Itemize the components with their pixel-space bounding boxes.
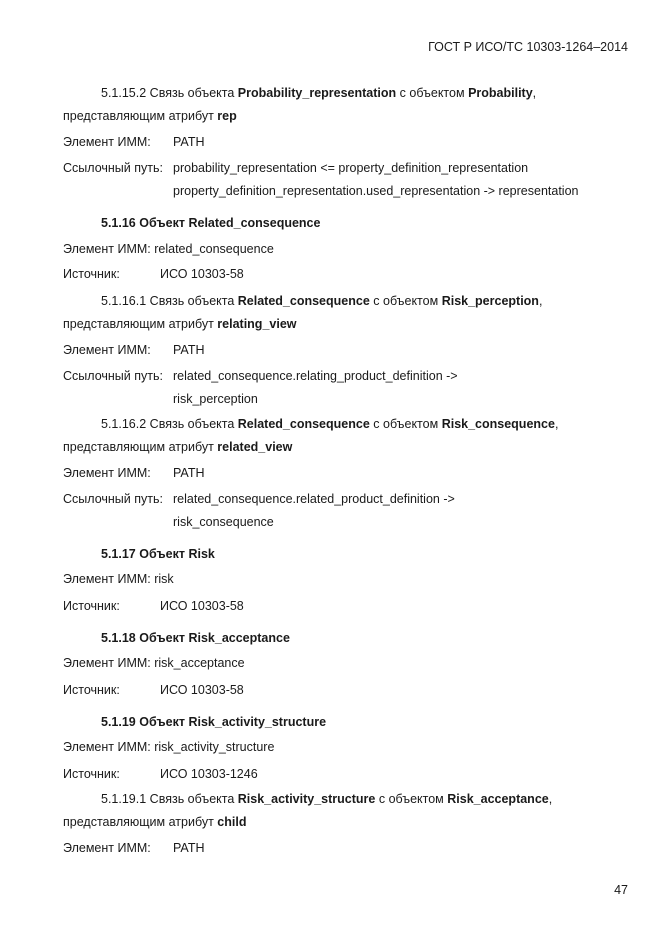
with-object-word: с объектом xyxy=(373,294,439,308)
element-value: PATH xyxy=(173,466,205,480)
element-label: Элемент ИММ: xyxy=(63,135,151,149)
represented-by-text: представляющим атрибут xyxy=(63,440,214,454)
element-label: Элемент ИММ: xyxy=(63,656,151,670)
represented-by-text: представляющим атрибут xyxy=(63,317,214,331)
section-number: 5.1.19 xyxy=(101,715,136,729)
target-object: Risk_acceptance xyxy=(447,792,549,806)
object-word: Объект xyxy=(139,715,185,729)
element-label: Элемент ИММ: xyxy=(63,242,151,256)
ref-path-line: probability_representation <= property_definition_representation xyxy=(173,161,529,175)
target-object: Risk_consequence xyxy=(441,417,555,431)
comma: , xyxy=(538,294,543,308)
source-value: ИСО 10303-1246 xyxy=(160,767,258,781)
element-value: PATH xyxy=(173,841,205,855)
link-attribute-line xyxy=(63,317,297,332)
element-value: risk_activity_structure xyxy=(154,740,275,754)
source-object: Related_consequence xyxy=(237,294,370,308)
source-object: Probability_representation xyxy=(237,86,397,100)
ref-path-line: property_definition_representation.used_representation -> representation xyxy=(173,184,579,198)
element-label: Элемент ИММ: xyxy=(63,343,151,357)
section-number: 5.1.18 xyxy=(101,631,136,645)
section-heading xyxy=(101,547,215,562)
section-heading xyxy=(101,216,320,231)
element-label: Элемент ИММ: xyxy=(63,841,151,855)
section-heading xyxy=(101,631,290,646)
element-label: Элемент ИММ: xyxy=(63,572,151,586)
source-object: Related_consequence xyxy=(237,417,370,431)
link-attribute-line xyxy=(63,109,237,124)
represented-by-text: представляющим атрибут xyxy=(63,815,214,829)
link-word: Связь объекта xyxy=(149,86,235,100)
source-value: ИСО 10303-58 xyxy=(160,683,244,697)
source-label: Источник: xyxy=(63,767,120,781)
attribute-name: child xyxy=(217,815,247,829)
section-number: 5.1.16.1 xyxy=(101,294,147,308)
element-value: related_consequence xyxy=(154,242,274,256)
comma: , xyxy=(554,417,559,431)
element-value: PATH xyxy=(173,135,205,149)
object-name: Related_consequence xyxy=(188,216,321,230)
section-number: 5.1.16 xyxy=(101,216,136,230)
element-line xyxy=(63,740,274,755)
object-name: Risk xyxy=(188,547,215,561)
element-line xyxy=(63,656,245,671)
element-line xyxy=(63,572,174,587)
element-value: PATH xyxy=(173,343,205,357)
link-word: Связь объекта xyxy=(149,294,235,308)
link-word: Связь объекта xyxy=(149,792,235,806)
represented-by-text: представляющим атрибут xyxy=(63,109,214,123)
element-value: risk_acceptance xyxy=(154,656,245,670)
object-name: Risk_activity_structure xyxy=(188,715,327,729)
section-heading xyxy=(101,715,326,730)
element-label: Элемент ИММ: xyxy=(63,740,151,754)
section-number: 5.1.19.1 xyxy=(101,792,147,806)
object-word: Объект xyxy=(139,631,185,645)
object-name: Risk_acceptance xyxy=(188,631,290,645)
ref-path-label: Ссылочный путь: xyxy=(63,161,163,175)
link-word: Связь объекта xyxy=(149,417,235,431)
section-number: 5.1.16.2 xyxy=(101,417,147,431)
comma: , xyxy=(532,86,537,100)
object-word: Объект xyxy=(139,547,185,561)
ref-path-line: related_consequence.related_product_definition -> xyxy=(173,492,455,506)
ref-path-line: risk_consequence xyxy=(173,515,274,529)
link-heading xyxy=(101,294,542,309)
object-word: Объект xyxy=(139,216,185,230)
section-number: 5.1.17 xyxy=(101,547,136,561)
source-value: ИСО 10303-58 xyxy=(160,599,244,613)
target-object: Risk_perception xyxy=(441,294,539,308)
attribute-name: rep xyxy=(217,109,237,123)
element-line xyxy=(63,242,274,257)
document-header: ГОСТ Р ИСО/ТС 10303-1264–2014 xyxy=(428,40,628,54)
link-heading xyxy=(101,86,536,101)
source-value: ИСО 10303-58 xyxy=(160,267,244,281)
element-label: Элемент ИММ: xyxy=(63,466,151,480)
target-object: Probability xyxy=(468,86,533,100)
comma: , xyxy=(548,792,553,806)
with-object-word: с объектом xyxy=(373,417,439,431)
link-attribute-line xyxy=(63,815,246,830)
source-object: Risk_activity_structure xyxy=(237,792,376,806)
attribute-name: related_view xyxy=(217,440,293,454)
ref-path-line: related_consequence.relating_product_definition -> xyxy=(173,369,458,383)
link-heading xyxy=(101,792,552,807)
element-value: risk xyxy=(154,572,174,586)
link-attribute-line xyxy=(63,440,292,455)
ref-path-line: risk_perception xyxy=(173,392,258,406)
with-object-word: с объектом xyxy=(378,792,444,806)
source-label: Источник: xyxy=(63,267,120,281)
source-label: Источник: xyxy=(63,683,120,697)
attribute-name: relating_view xyxy=(217,317,297,331)
page-number: 47 xyxy=(614,883,628,897)
ref-path-label: Ссылочный путь: xyxy=(63,369,163,383)
section-number: 5.1.15.2 xyxy=(101,86,147,100)
source-label: Источник: xyxy=(63,599,120,613)
ref-path-label: Ссылочный путь: xyxy=(63,492,163,506)
link-heading xyxy=(101,417,558,432)
with-object-word: с объектом xyxy=(399,86,465,100)
